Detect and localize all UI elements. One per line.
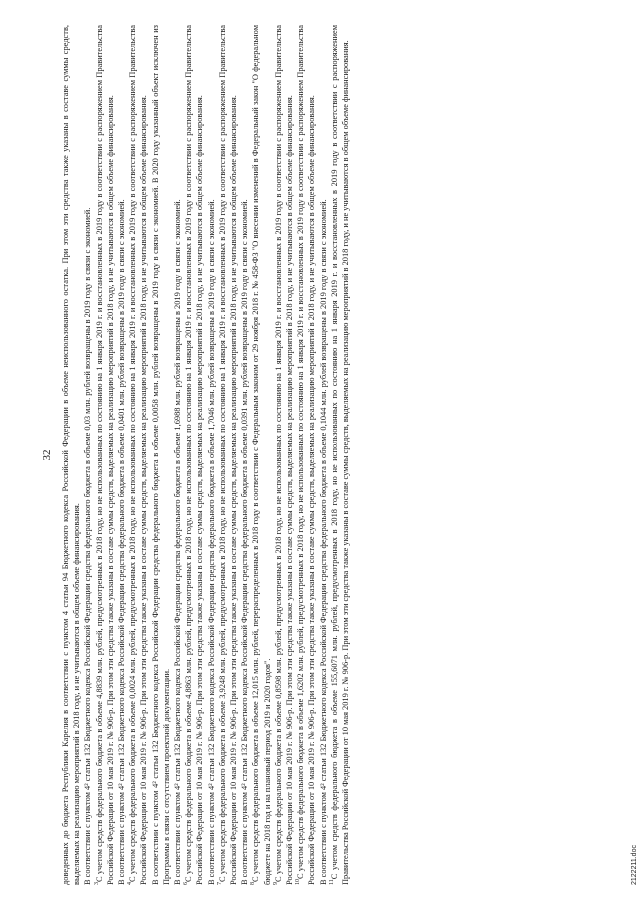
footnote-mark: 11 (329, 879, 336, 885)
paragraph (217, 25, 239, 885)
paragraph (239, 25, 250, 885)
paragraph (94, 25, 116, 885)
page-number: 32 (41, 449, 53, 461)
paragraph-text: В соответствии с пунктом 4² статьи 132 Бюджетного кодекса Российской Федерации средства федерального бюджета в объеме 0,03 млн. рублей возвращены в 2019 году в связи с экономией. (83, 207, 93, 885)
paragraph-text: С учетом средств федерального бюджета в объеме 12,015 млн. рублей, перераспределенных в 2018 году в соответствии с Федеральным законом от 29 ноября 2018 г. № 458-ФЗ "О внесении изменений в Федеральный закон "О федеральном бюджете на 2018 год и на плановый период 2019 и 2020 годов". (251, 25, 272, 885)
paragraph (295, 25, 317, 885)
paragraph-text: В соответствии с пунктом 4² статьи 132 Бюджетного кодекса Российской Федерации средства федерального бюджета в объеме 0,0058 млн. рублей возвращены в 2019 году в связи с экономией. В 2020 году указанный объект исключен из Программы в связи с отсутствием проектной документации. (150, 25, 171, 885)
paragraph (172, 25, 183, 885)
footnote-mark: 4 (127, 882, 134, 885)
footnote-mark: 6 (183, 882, 190, 885)
paragraph-text: В соответствии с пунктом 4² статьи 132 Бюджетного кодекса Российской Федерации средства федерального бюджета в объеме 1,7046 млн. рублей возвращены в 2019 году в связи с экономией. (206, 199, 216, 885)
paragraph (82, 25, 93, 885)
paragraph (60, 25, 82, 885)
footer-filename: 2122211.doc (630, 845, 638, 885)
paragraph (127, 25, 149, 885)
footnote-mark: 3 (93, 882, 100, 885)
paragraph (116, 25, 127, 885)
paragraph (329, 25, 351, 885)
footnote-mark: 10 (295, 879, 302, 885)
paragraph (150, 25, 172, 885)
paragraph (273, 25, 295, 885)
paragraph-text: С учетом средств федерального бюджета в объеме 0,0024 млн. рублей, предусмотренных в 2018 году, но не использованных по состоянию на 1 января 2019 г. и восстановленных в 2019 году в соответствии с распоряжением Правительства Российской Федерации от 10 мая 2019 г. № 906-р. При этом эти средства также указаны в составе суммы средств, выделяемых на реализацию мероприятий в 2018 году, и не учитываются в общем объеме финансирования. (128, 25, 149, 885)
footnote-mark: 8 (250, 882, 257, 885)
paragraph-text: С учетом средств федерального бюджета в объеме 1,6202 млн. рублей, предусмотренных в 2018 году, но не использованных по состоянию на 1 января 2019 г. и восстановленных в 2019 году в соответствии с распоряжением Правительства Российской Федерации от 10 мая 2019 г. № 906-р. При этом эти средства также указаны в составе суммы средств, выделяемых на реализацию мероприятий в 2018 году, и не учитываются в общем объеме финансирования. (296, 25, 317, 885)
paragraph (250, 25, 272, 885)
paragraph-text: С учетом средств федерального бюджета в объеме 4,8839 млн. рублей, предусмотренных в 2018 году, но не использованных по состоянию на 1 января 2019 г. и восстановленных в 2019 году в соответствии с распоряжением Правительства Российской Федерации от 10 мая 2019 г. № 906-р. При этом эти средства также указаны в составе суммы средств, выделяемых на реализацию мероприятий в 2018 году, и не учитываются в общем объеме финансирования. (94, 25, 115, 885)
paragraph-text: С учетом средств федерального бюджета в объеме 155,6071 млн. рублей, предусмотренных в 2018 году, но не использованных по состоянию на 1 января 2019 г. и восстановленных в 2019 году в соответствии с распоряжением Правительства Российской Федерации от 10 мая 2019 г. № 906-р. При этом эти средства также указаны в составе суммы средств, выделяемых на реализацию мероприятий в 2018 году, и не учитываются в общем объеме финансирования. (329, 25, 351, 885)
paragraph-text: В соответствии с пунктом 4² статьи 132 Бюджетного кодекса Российской Федерации средства федерального бюджета в объеме 0,0391 млн. рублей возвращены в 2019 году в связи с экономией. (240, 199, 250, 885)
rotated-text-block (40, 25, 638, 885)
paragraph-text: В соответствии с пунктом 4² статьи 132 Бюджетного кодекса Российской Федерации средства федерального бюджета в объеме 1,6988 млн. рублей возвращены в 2019 году в связи с экономией. (173, 199, 183, 885)
paragraph-text: С учетом средств федерального бюджета в объеме 4,8863 млн. рублей, предусмотренных в 2018 году, но не использованных по состоянию на 1 января 2019 г. и восстановленных в 2019 году в соответствии с распоряжением Правительства Российской Федерации от 10 мая 2019 г. № 906-р. При этом эти средства также указаны в составе суммы средств, выделяемых на реализацию мероприятий в 2018 году, и не учитываются в общем объеме финансирования. (184, 25, 205, 885)
paragraph (318, 25, 329, 885)
paragraph-text: С учетом средств федерального бюджета в объеме 3,9248 млн. рублей, предусмотренных в 2018 году, но не использованных по состоянию на 1 января 2019 г. и восстановленных в 2019 году в соответствии с распоряжением Правительства Российской Федерации от 10 мая 2019 г. № 906-р. При этом эти средства также указаны в составе суммы средств, выделяемых на реализацию мероприятий в 2018 году, и не учитываются в общем объеме финансирования. (217, 25, 239, 885)
footnote-mark: 7 (217, 882, 224, 885)
paragraph (206, 25, 217, 885)
paragraph-text: В соответствии с пунктом 4² статьи 132 Бюджетного кодекса Российской Федерации средства федерального бюджета в объеме 0,1044 млн. рублей возвращены в 2019 году в связи с экономией. (318, 199, 328, 885)
footnotes-body (60, 25, 351, 885)
paragraph-text: доведенных до бюджета Республики Карелия в соответствии с пунктом 4 статьи 94 Бюджетного кодекса Российской Федерации в объеме неиспользованного остатка. При этом эти средства также указаны в составе суммы средств, выделяемых на реализацию мероприятий в 2018 году, и не учитываются в общем объеме финансирования. (61, 25, 82, 885)
paragraph-text: В соответствии с пунктом 4² статьи 132 Бюджетного кодекса Российской Федерации средства федерального бюджета в объеме 0,0401 млн. рублей возвращены в 2019 году в связи с экономией. (117, 199, 127, 885)
paragraph (183, 25, 205, 885)
paragraph-text: С учетом средств федерального бюджета в объеме 0,8598 млн. рублей, предусмотренных в 2018 году, но не использованных по состоянию на 1 января 2019 г. и восстановленных в 2019 году в соответствии с распоряжением Правительства Российской Федерации от 10 мая 2019 г. № 906-р. При этом эти средства также указаны в составе суммы средств, выделяемых на реализацию мероприятий в 2018 году, и не учитываются в общем объеме финансирования. (273, 25, 295, 885)
footnote-mark: 9 (273, 882, 280, 885)
